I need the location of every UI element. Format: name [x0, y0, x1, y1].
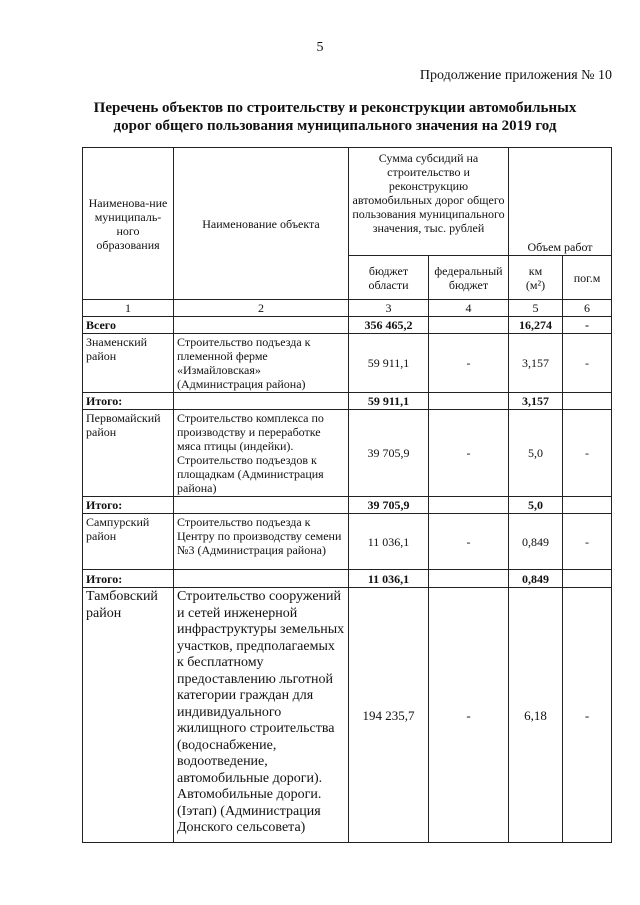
column-numbers-row — [83, 300, 612, 317]
subtotal-federal — [429, 497, 509, 514]
object-cell: Строительство комплекса по производству и переработке мяса птицы (индейки). Строительство подъездов к площадкам (Администрация района) — [174, 410, 349, 497]
table-row — [83, 514, 612, 570]
subtotal-label: Итого: — [83, 393, 174, 410]
subtotal-regional: 39 705,9 — [349, 497, 429, 514]
title-line-1: Перечень объектов по строительству и реконструкции автомобильных — [93, 100, 577, 116]
header-object: Наименование объекта — [174, 148, 349, 300]
federal-budget-cell: - — [429, 588, 509, 843]
document-title — [60, 99, 610, 135]
header-m2-label: (м²) — [525, 277, 546, 292]
subtotal-row — [83, 497, 612, 514]
grand-total-label: Всего — [83, 317, 174, 334]
subtotal-empty — [174, 570, 349, 588]
regional-budget-cell: 194 235,7 — [349, 588, 429, 843]
subtotal-empty — [174, 393, 349, 410]
grand-total-federal — [429, 317, 509, 334]
municipality-cell: Знаменский район — [83, 334, 174, 393]
header-subsidy: Сумма субсидий на строительство и реконструкцию автомобильных дорог общего пользования муниципального значения, тыс. рублей — [349, 148, 509, 256]
object-cell: Строительство подъезда к Центру по производству семени №3 (Администрация района) — [174, 514, 349, 570]
grand-total-empty — [174, 317, 349, 334]
subtotal-lm — [563, 570, 612, 588]
title-line-2: дорог общего пользования муниципального значения на 2019 год — [113, 118, 557, 134]
col-num-6: 6 — [563, 300, 612, 317]
subtotal-row — [83, 393, 612, 410]
subtotal-lm — [563, 497, 612, 514]
grand-total-row — [83, 317, 612, 334]
table-row — [83, 588, 612, 843]
municipality-cell: Первомайский район — [83, 410, 174, 497]
grand-total-lm: - — [563, 317, 612, 334]
grand-total-km: 16,274 — [509, 317, 563, 334]
regional-budget-cell: 11 036,1 — [349, 514, 429, 570]
col-num-2: 2 — [174, 300, 349, 317]
header-regional-budget: бюджет области — [349, 256, 429, 300]
subtotal-label: Итого: — [83, 570, 174, 588]
lm-cell: - — [563, 588, 612, 843]
objects-table — [82, 147, 612, 843]
km-cell: 5,0 — [509, 410, 563, 497]
subtotal-km: 0,849 — [509, 570, 563, 588]
subtotal-km: 5,0 — [509, 497, 563, 514]
header-linear-m: пог.м — [563, 256, 612, 300]
object-cell: Строительство подъезда к племенной ферме «Измайловская» (Администрация района) — [174, 334, 349, 393]
lm-cell: - — [563, 514, 612, 570]
lm-cell: - — [563, 334, 612, 393]
km-cell: 0,849 — [509, 514, 563, 570]
grand-total-regional: 356 465,2 — [349, 317, 429, 334]
subtotal-federal — [429, 393, 509, 410]
col-num-1: 1 — [83, 300, 174, 317]
header-row-1 — [83, 148, 612, 256]
header-volume: Объем работ — [509, 148, 612, 256]
km-cell: 6,18 — [509, 588, 563, 843]
col-num-5: 5 — [509, 300, 563, 317]
object-cell: Строительство сооружений и сетей инженерной инфраструктуры земельных участков, предполагаемых к бесплатному предоставлению льготной категории граждан для индивидуального жилищного строительства (водоснабжение, водоотведение, автомобильные дороги). Автомобильные дороги. (Iэтап) (Администрация Донского сельсовета) — [174, 588, 349, 843]
municipality-cell: Тамбовский район — [83, 588, 174, 843]
federal-budget-cell: - — [429, 514, 509, 570]
subtotal-federal — [429, 570, 509, 588]
subtotal-regional: 11 036,1 — [349, 570, 429, 588]
header-federal-budget: федеральный бюджет — [429, 256, 509, 300]
municipality-cell: Сампурский район — [83, 514, 174, 570]
col-num-4: 4 — [429, 300, 509, 317]
km-cell: 3,157 — [509, 334, 563, 393]
subtotal-row — [83, 570, 612, 588]
federal-budget-cell: - — [429, 334, 509, 393]
header-municipality: Наименова-ние муниципаль-ного образования — [83, 148, 174, 300]
regional-budget-cell: 39 705,9 — [349, 410, 429, 497]
subtotal-regional: 59 911,1 — [349, 393, 429, 410]
appendix-continuation: Продолжение приложения № 10 — [419, 68, 612, 83]
subtotal-label: Итого: — [83, 497, 174, 514]
col-num-3: 3 — [349, 300, 429, 317]
regional-budget-cell: 59 911,1 — [349, 334, 429, 393]
subtotal-km: 3,157 — [509, 393, 563, 410]
header-km — [509, 256, 563, 300]
subtotal-lm — [563, 393, 612, 410]
federal-budget-cell: - — [429, 410, 509, 497]
subtotal-empty — [174, 497, 349, 514]
table-row — [83, 334, 612, 393]
header-km-label: км — [528, 263, 543, 278]
page-number: 5 — [316, 40, 324, 55]
lm-cell: - — [563, 410, 612, 497]
table-row — [83, 410, 612, 497]
